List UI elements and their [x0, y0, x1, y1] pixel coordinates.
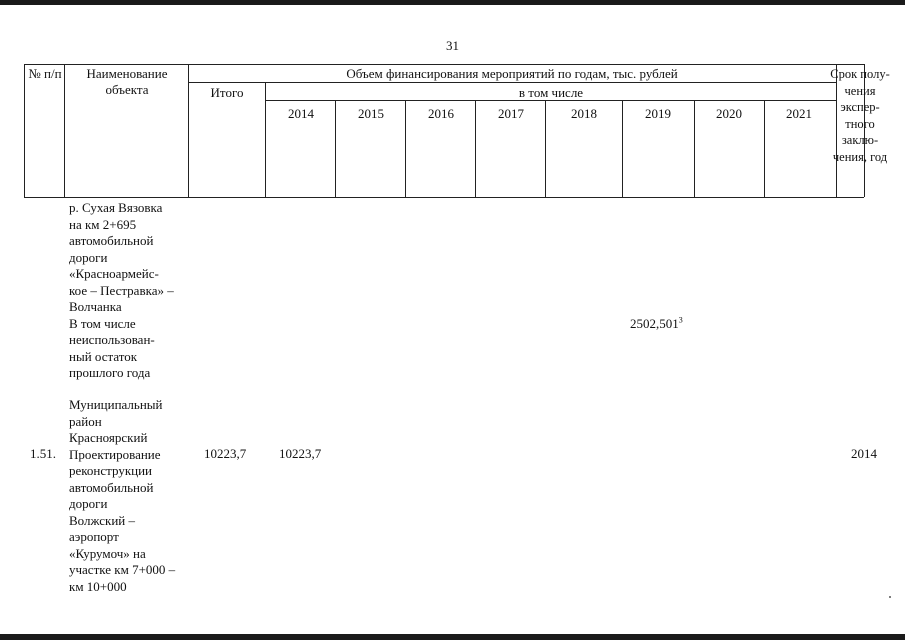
bottom-border: [0, 634, 905, 640]
value-text: 2502,501: [630, 316, 679, 331]
page-number: 31: [446, 38, 459, 53]
col-header-year: 2015: [358, 106, 384, 121]
row-prev-name: р. Сухая Вязовка на км 2+695 автомобильной дороги «Красноармейс- кое – Пестравка» – Волчанка В том числе неиспользован- ный остаток прошлого года: [69, 200, 174, 380]
row-151-deadline: 2014: [851, 446, 877, 461]
row-prev-value-2019: [630, 316, 683, 332]
col-header-number: № п/п: [28, 66, 62, 81]
row-151-value-2014: 10223,7: [279, 446, 322, 461]
row-151-total: 10223,7: [204, 446, 247, 461]
top-border: [0, 0, 905, 5]
scan-speck: [889, 596, 891, 598]
col-header-year: 2014: [288, 106, 314, 121]
col-header-year: 2020: [716, 106, 742, 121]
col-header-including: в том числе: [518, 85, 584, 100]
col-header-year: 2016: [428, 106, 454, 121]
row-151-number: 1.51.: [30, 446, 56, 461]
footnote-mark: 3: [678, 315, 683, 325]
col-header-year: 2018: [571, 106, 597, 121]
row-151-name: Муниципальный район Красноярский Проектирование реконструкции автомобильной дороги Волжский – аэропорт «Курумоч» на участке км 7+000 – км 10+000: [69, 397, 176, 594]
col-header-year: 2019: [645, 106, 671, 121]
col-header-year: 2021: [786, 106, 812, 121]
col-header-funding: Объем финансирования мероприятий по годам, тыс. рублей: [346, 66, 678, 81]
col-header-year: 2017: [498, 106, 524, 121]
col-header-deadline: Срок полу-чения экспер-тного заклю-чения, год: [830, 67, 890, 164]
col-header-total: Итого: [210, 85, 244, 100]
col-header-name: Наименование объекта: [86, 66, 168, 97]
